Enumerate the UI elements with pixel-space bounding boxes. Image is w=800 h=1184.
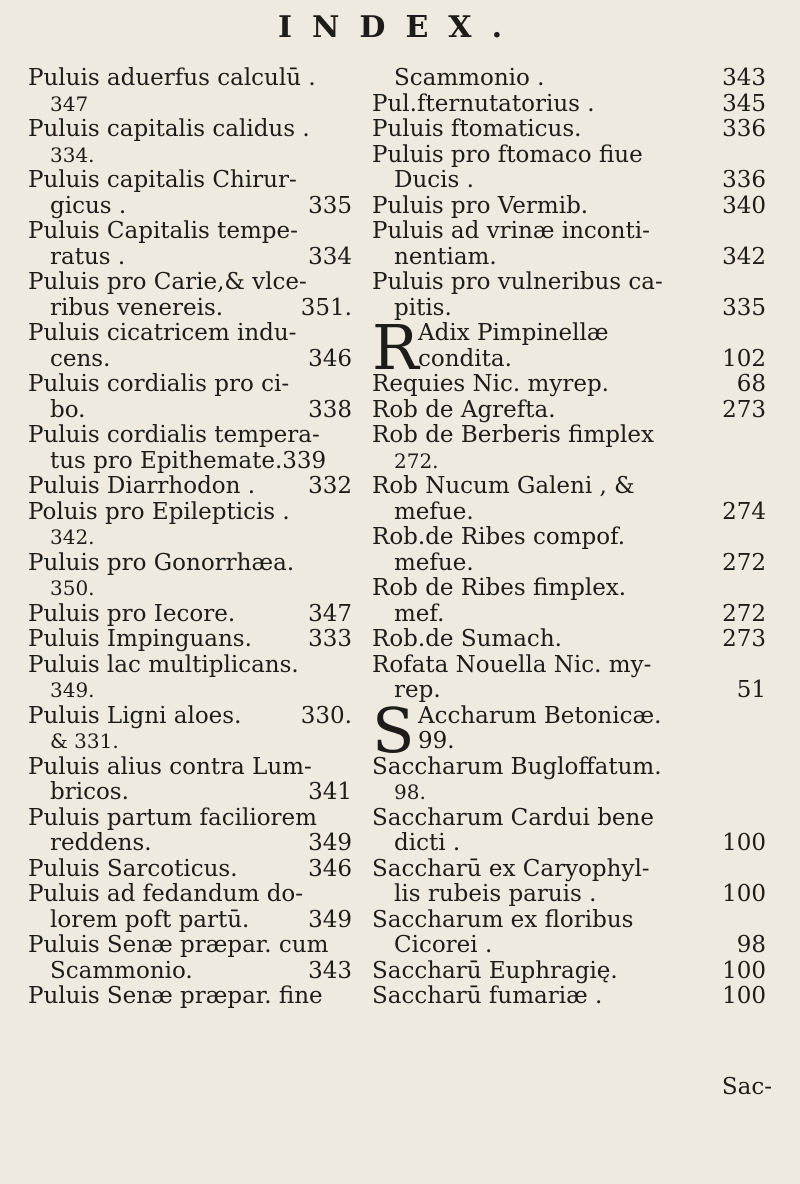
index-entry-line (372, 245, 772, 271)
dropcap-s: S (372, 693, 415, 767)
page-number: 336 (722, 167, 766, 193)
index-entry-line (372, 194, 772, 220)
index-entry-line (28, 372, 358, 398)
index-entry-line (28, 398, 358, 424)
index-entry-line (372, 423, 772, 449)
page-number: 346 (308, 855, 352, 882)
page-number: 272 (722, 549, 766, 576)
index-entry-line (28, 780, 358, 806)
index-entry-line (372, 347, 772, 373)
entry-text: pitis. (394, 294, 452, 321)
entry-text: ratus . (50, 243, 126, 270)
index-entry-line (372, 219, 772, 245)
entry-text: ribus venereis. (50, 294, 224, 321)
index-entry-line (372, 449, 772, 475)
entry-text: 334. (50, 142, 95, 167)
entry-text: Puluis partum faciliorem (28, 804, 317, 831)
index-entry-line (372, 729, 772, 755)
entry-text: Puluis Capitalis tempe- (28, 218, 298, 244)
entry-text: mefue. (394, 498, 474, 525)
page-number: 334 (308, 243, 352, 270)
entry-text: Puluis alius contra Lum- (28, 753, 312, 780)
entry-text: Puluis Senæ præpar. fine (28, 983, 323, 1009)
entry-text: Puluis ftomaticus. (372, 116, 582, 142)
page-number: 272 (722, 600, 766, 627)
entry-text: Puluis pro ftomaco fiue (372, 141, 643, 168)
page-number: 98 (736, 932, 766, 958)
index-entry-line (28, 551, 358, 577)
index-entry-line (28, 296, 358, 322)
entry-text: Rob de Ribes fimplex. (372, 575, 627, 601)
page-number: 349 (308, 830, 352, 856)
entry-text: Puluis capitalis calidus . (28, 116, 310, 142)
index-entry-line (372, 984, 772, 1010)
page-number: 274 (722, 498, 766, 525)
page-number: 347 (308, 600, 352, 627)
page-number: 100 (722, 830, 766, 856)
index-entry-line (28, 831, 358, 857)
index-entry-line (28, 602, 358, 628)
index-entry-line (28, 500, 358, 526)
index-entry-line (372, 678, 772, 704)
entry-text: Scammonio . (394, 65, 545, 91)
entry-text: Adix Pimpinellæ (418, 320, 609, 346)
page-number: 345 (722, 90, 766, 117)
entry-text: Cicorei . (394, 932, 493, 958)
page-number: 351. (300, 294, 352, 321)
entry-text: dicti . (394, 830, 461, 856)
entry-text: bricos. (50, 779, 129, 805)
entry-text: Puluis pro Carie,& vlce- (28, 269, 307, 295)
entry-text: 350. (50, 576, 95, 600)
index-entry-line (28, 449, 358, 475)
index-entry-line (28, 755, 358, 781)
entry-text: Puluis capitalis Chirur- (28, 167, 297, 193)
index-entry-line (372, 270, 772, 296)
entry-text: Puluis Senæ præpar. cum (28, 932, 329, 958)
index-entry-line (372, 653, 772, 679)
entry-text: Puluis aduerfus calculū . (28, 65, 316, 91)
index-entry-line (372, 933, 772, 959)
index-entry-line (28, 857, 358, 883)
index-entry-line (28, 959, 358, 985)
index-entry-line (28, 653, 358, 679)
page-number: 341 (308, 779, 352, 805)
index-entry-line (372, 372, 772, 398)
entry-text: gicus . (50, 192, 127, 219)
index-entry-line (28, 908, 358, 934)
index-entry-line (372, 296, 772, 322)
entry-text: Rofata Nouella Nic. my- (372, 651, 652, 678)
entry-text: cens. (50, 345, 111, 372)
entry-text: Rob de Berberis fimplex (372, 422, 654, 448)
page-number: 333 (308, 626, 352, 652)
index-entry-line (372, 704, 772, 730)
index-entry-line (372, 321, 772, 347)
entry-text: Ducis . (394, 167, 474, 193)
index-entry-line (372, 117, 772, 143)
right-column (372, 66, 772, 1010)
index-entry-line (372, 627, 772, 653)
entry-text: Scammonio. (50, 957, 193, 984)
entry-text: Saccharum ex floribus (372, 906, 634, 933)
entry-text: Saccharū Euphragię. (372, 957, 618, 984)
entry-text: tus pro Epithemate.339 (50, 447, 327, 474)
page-number: 273 (722, 626, 766, 652)
entry-text: rep. (394, 677, 441, 703)
entry-text: Rob Nucum Galeni , & (372, 473, 635, 499)
index-entry-line (28, 347, 358, 373)
index-entry-line (372, 882, 772, 908)
page-number: 100 (722, 881, 766, 907)
page-number: 102 (722, 345, 766, 372)
entry-text: mef. (394, 600, 445, 627)
index-entry-line (28, 168, 358, 194)
index-entry-line (28, 576, 358, 602)
entry-text: Puluis Ligni aloes. (28, 702, 242, 729)
entry-text: Rob de Agrefta. (372, 396, 556, 423)
index-entry-line (372, 959, 772, 985)
index-entry-line (372, 143, 772, 169)
index-entry-line (28, 984, 358, 1010)
page-number: 349 (308, 906, 352, 933)
entry-text: 272. (394, 448, 439, 473)
dropcap-r: R (372, 311, 419, 384)
index-entry-line (372, 857, 772, 883)
entry-text: Puluis Sarcoticus. (28, 855, 238, 882)
page-number: 273 (722, 396, 766, 423)
index-entry-line (372, 780, 772, 806)
left-column (28, 66, 358, 1010)
entry-text: Accharum Betonicæ. (418, 702, 662, 729)
entry-text: Puluis Diarrhodon . (28, 473, 256, 499)
entry-text: mefue. (394, 549, 474, 576)
entry-text: 99. (418, 728, 455, 754)
entry-text: Puluis pro Vermib. (372, 192, 589, 219)
index-entry-line (28, 933, 358, 959)
index-entry-line (28, 678, 358, 704)
page-number: 51 (736, 677, 766, 703)
index-entry-line (28, 270, 358, 296)
entry-text: Puluis cordialis tempera- (28, 422, 320, 448)
entry-text: Saccharum Bugloffatum. (372, 753, 662, 780)
entry-text: lorem poft partū. (50, 906, 250, 933)
index-entry-line (372, 576, 772, 602)
page-number: 342 (722, 243, 766, 270)
entry-text: bo. (50, 396, 86, 423)
entry-text: Requies Nic. myrep. (372, 371, 609, 397)
index-entry-line (372, 92, 772, 118)
index-entry-line (28, 219, 358, 245)
index-entry-line (28, 704, 358, 730)
entry-text: Rob.de Sumach. (372, 626, 562, 652)
index-entry-line (28, 143, 358, 169)
index-entry-line (28, 729, 358, 755)
page-number: 335 (722, 294, 766, 321)
page-number: 343 (722, 65, 766, 91)
index-entry-line (28, 117, 358, 143)
page-number: 100 (722, 957, 766, 984)
index-entry-line (28, 194, 358, 220)
entry-text: reddens. (50, 830, 152, 856)
page-number: 340 (722, 192, 766, 219)
page-number: 332 (308, 473, 352, 499)
entry-text: & 331. (50, 729, 119, 753)
page-number: 346 (308, 345, 352, 372)
entry-text: Puluis pro Iecore. (28, 600, 236, 627)
page-number: 343 (308, 957, 352, 984)
entry-text: Saccharū fumariæ . (372, 983, 603, 1009)
index-entry-line (28, 525, 358, 551)
entry-text: condita. (418, 345, 512, 372)
entry-text: Puluis cordialis pro ci- (28, 371, 290, 397)
index-entry-line (28, 423, 358, 449)
page-header: INDEX. (277, 10, 523, 45)
index-entry-line (28, 92, 358, 118)
entry-text: nentiam. (394, 243, 497, 270)
page-number: 338 (308, 396, 352, 423)
index-entry-line (372, 500, 772, 526)
entry-text: Puluis pro Gonorrhæa. (28, 549, 295, 576)
index-entry-line (372, 551, 772, 577)
index-entry-line (372, 831, 772, 857)
entry-text: Saccharum Cardui bene (372, 804, 654, 831)
page-number: 330. (300, 702, 352, 729)
catchword: Sac- (721, 1074, 772, 1100)
index-entry-line (372, 168, 772, 194)
entry-text: 349. (50, 678, 95, 702)
entry-text: Pul.fternutatorius . (372, 90, 595, 117)
index-entry-line (372, 525, 772, 551)
index-entry-line (372, 474, 772, 500)
page-number: 100 (722, 983, 766, 1009)
entry-text: Puluis ad fedandum do- (28, 881, 304, 907)
page-number: 335 (308, 192, 352, 219)
index-entry-line (372, 602, 772, 628)
page-number: 68 (736, 371, 766, 397)
entry-text: Puluis Impinguans. (28, 626, 252, 652)
entry-text: Rob.de Ribes compof. (372, 524, 626, 550)
entry-text: Puluis pro vulneribus ca- (372, 269, 663, 295)
entry-text: Saccharū ex Caryophyl- (372, 855, 650, 882)
index-entry-line (372, 806, 772, 832)
entry-text: 342. (50, 525, 95, 549)
index-entry-line (28, 66, 358, 92)
index-entry-line (28, 474, 358, 500)
index-entry-line (372, 755, 772, 781)
index-entry-line (372, 398, 772, 424)
entry-text: Poluis pro Epilepticis . (28, 498, 290, 525)
index-entry-line (28, 806, 358, 832)
entry-text: Puluis lac multiplicans. (28, 651, 299, 678)
entry-text: 347 (50, 91, 89, 116)
entry-text: Puluis ad vrinæ inconti- (372, 218, 650, 244)
entry-text: lis rubeis paruis . (394, 881, 597, 907)
entry-text: Puluis cicatricem indu- (28, 320, 297, 346)
index-entry-line (28, 245, 358, 271)
index-entry-line (28, 321, 358, 347)
index-entry-line (372, 66, 772, 92)
index-entry-line (372, 908, 772, 934)
page-number: 336 (722, 116, 766, 142)
index-entry-line (28, 882, 358, 908)
index-entry-line (28, 627, 358, 653)
entry-text: 98. (394, 780, 426, 804)
